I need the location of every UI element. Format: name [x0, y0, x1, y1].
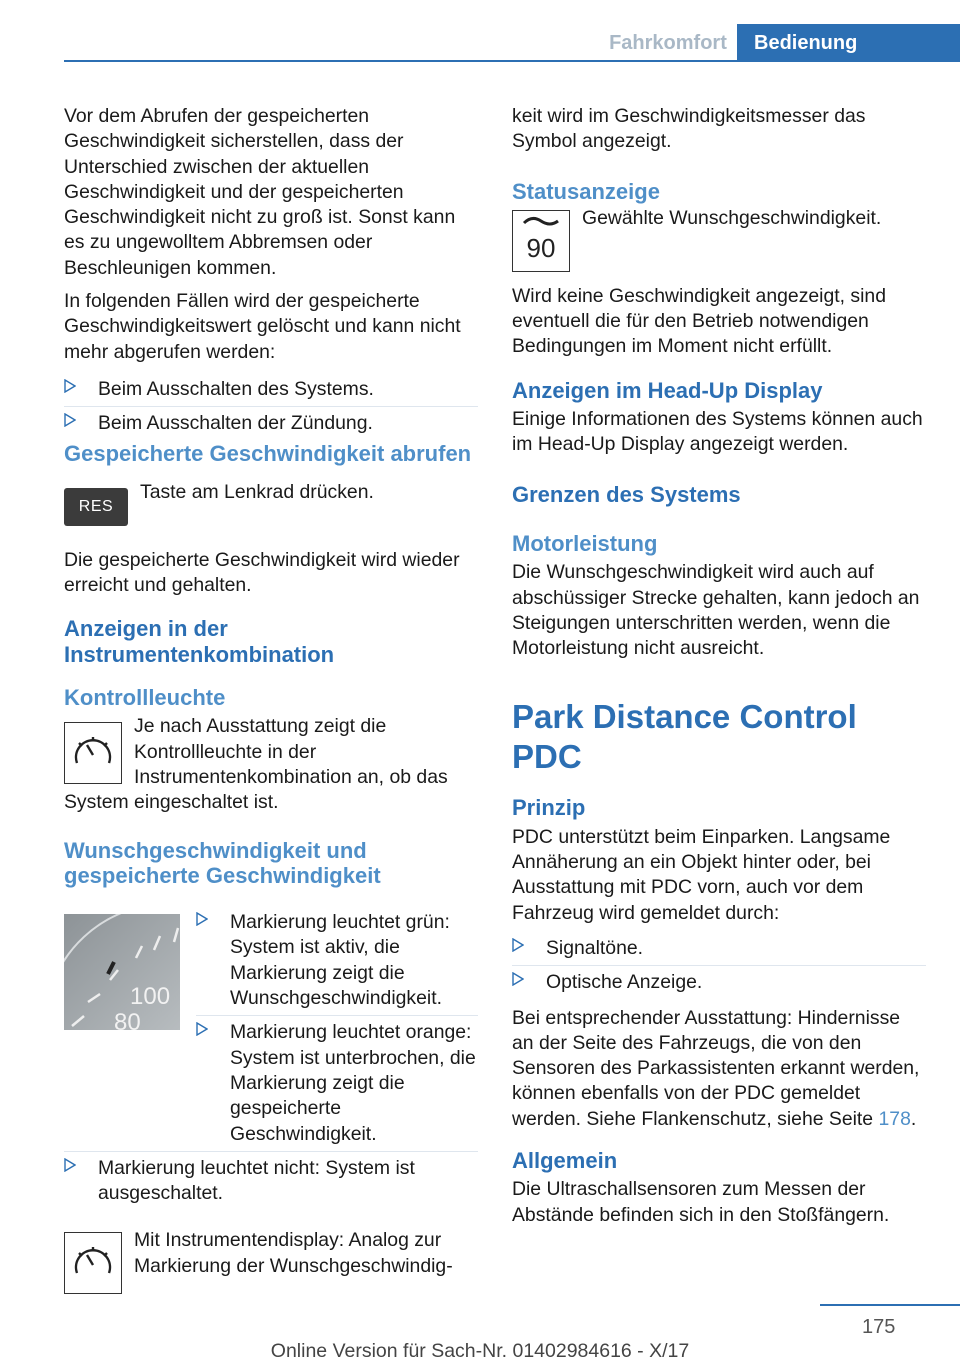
heading-grenzen: Grenzen des Systems [512, 481, 741, 507]
page-link-178[interactable]: 178 [878, 1107, 911, 1130]
page-number: 175 [862, 1316, 896, 1338]
list-item: Signaltöne. [512, 932, 926, 965]
list-item: Beim Ausschalten des Systems. [64, 373, 478, 406]
paragraph-hud: Einige Informationen des Systems können auch im Head-Up Display angezeigt werden. [512, 408, 923, 456]
heading-hud: Anzeigen im Head-Up Display [512, 377, 823, 403]
speedo-row [64, 906, 478, 1151]
list-item: Optische Anzeige. [512, 965, 926, 999]
paragraph-prinzip: PDC unterstützt beim Einparken. Langsame Annäherung an ein Objekt hinter oder, bei Ausstattung mit PDC vorn, auch vor dem Fahrzeug wird gemeldet durch: [512, 825, 891, 924]
list-nicht [64, 1151, 478, 1211]
speedometer-image [64, 914, 180, 1030]
kontroll-text: Je nach Ausstattung zeigt die Kontrollleuchte in der Instrumentenkombination an, ob das System eingeschaltet ist. [64, 715, 448, 814]
res-button-icon: RES [64, 488, 128, 526]
list-meldung [512, 932, 926, 1000]
triangle-bullet-icon [64, 379, 78, 395]
heading-allgemein: Allgemein [512, 1148, 618, 1174]
list-loeschen [64, 373, 478, 441]
tab-fahrkomfort[interactable]: Fahrkomfort [609, 32, 727, 54]
speed-display-icon [512, 210, 570, 272]
heading-anzeigen-instrument: Anzeigen in der Instrumentenkombination [64, 616, 335, 667]
footer-rule [820, 1304, 960, 1306]
paragraph-geloescht: In folgenden Fällen wird der gespeicherte Geschwindigkeitswert gelöscht und kann nicht mehr abgerufen werden: [64, 290, 461, 363]
heading-abrufen: Gespeicherte Geschwindigkeit abrufen [64, 440, 472, 466]
paragraph-keine-geschwindigkeit: Wird keine Geschwindigkeit angezeigt, sind eventuell die für den Betrieb notwendigen Bedingungen im Moment nicht erfüllt. [512, 284, 886, 358]
res-text: Taste am Lenkrad drücken. [140, 480, 374, 503]
list-item: Markierung leuchtet nicht: System ist ausgeschaltet. [64, 1152, 478, 1211]
list-markierung [196, 906, 478, 1151]
cruise-control-icon [64, 1232, 122, 1294]
right-column [512, 104, 926, 1228]
status-row [512, 206, 926, 272]
paragraph-symbol: keit wird im Geschwindigkeitsmesser das Symbol angezeigt. [512, 105, 866, 153]
res-row [64, 480, 478, 538]
online-version-note: Online Version für Sach-Nr. 01402984616 - X/17 [270, 1340, 690, 1362]
heading-motorleistung: Motorleistung [512, 530, 658, 556]
status-text: Gewählte Wunschgeschwindigkeit. [582, 206, 882, 229]
triangle-bullet-icon [512, 972, 526, 988]
paragraph-abrufen-hinweis: Vor dem Abrufen der gespeicherten Geschwindigkeit sicherstellen, dass der Unterschied zwischen der aktuellen Geschwindigkeit und der gespeicherten Geschwindigkeit nicht zu groß ist. Sonst kann es zu ungewolltem Abbremsen oder Beschleunigen kommen. [64, 105, 456, 279]
header-rule [64, 60, 960, 62]
triangle-bullet-icon [512, 938, 526, 954]
paragraph-hindernisse: Bei entsprechender Ausstattung: Hindernisse an der Seite des Fahrzeugs, die von den Sensoren des Parkassistenten erkannt werden, können ebenfalls von der PDC gemeldet werden. Siehe Flankenschutz, siehe Seite 178. [512, 1006, 920, 1130]
heading-pdc: Park Distance Control PDC [512, 698, 857, 776]
list-item: Markierung leuchtet orange: System ist unterbrochen, die Markierung zeigt die gespeicherte Geschwindigkeit. [196, 1015, 478, 1150]
list-item: Markierung leuchtet grün: System ist aktiv, die Markierung zeigt die Wunschgeschwindigkeit. [196, 906, 478, 1015]
svg-text:80: 80 [114, 1009, 141, 1031]
svg-text:90: 90 [526, 232, 556, 263]
cruise-control-icon [64, 722, 122, 784]
tab-bedienung[interactable]: Bedienung [737, 24, 960, 62]
paragraph-erreicht: Die gespeicherte Geschwindigkeit wird wieder erreicht und gehalten. [64, 548, 460, 597]
triangle-bullet-icon [64, 1158, 78, 1174]
instrument-row [64, 1228, 478, 1279]
instrument-text: Mit Instrumentendisplay: Analog zur Markierung der Wunschgeschwindig- [134, 1229, 453, 1277]
paragraph-allgemein: Die Ultraschallsensoren zum Messen der Abstände befinden sich in den Stoßfängern. [512, 1178, 890, 1226]
list-item: Beim Ausschalten der Zündung. [64, 406, 478, 440]
triangle-bullet-icon [64, 413, 78, 429]
triangle-bullet-icon [196, 912, 210, 928]
svg-text:100: 100 [130, 983, 171, 1011]
left-column [64, 104, 478, 1294]
heading-prinzip: Prinzip [512, 795, 586, 821]
heading-wunschgeschwindigkeit: Wunschgeschwindigkeit und gespeicherte Geschwindigkeit [64, 837, 381, 888]
heading-statusanzeige: Statusanzeige [512, 178, 660, 204]
kontroll-row [64, 714, 478, 815]
paragraph-motorleistung: Die Wunschgeschwindigkeit wird auch auf abschüssiger Strecke gehalten, kann jedoch an Steigungen unterschritten werden, wenn die Motorleistung nicht ausreicht. [512, 561, 920, 660]
triangle-bullet-icon [196, 1022, 210, 1038]
heading-kontrollleuchte: Kontrollleuchte [64, 685, 226, 711]
